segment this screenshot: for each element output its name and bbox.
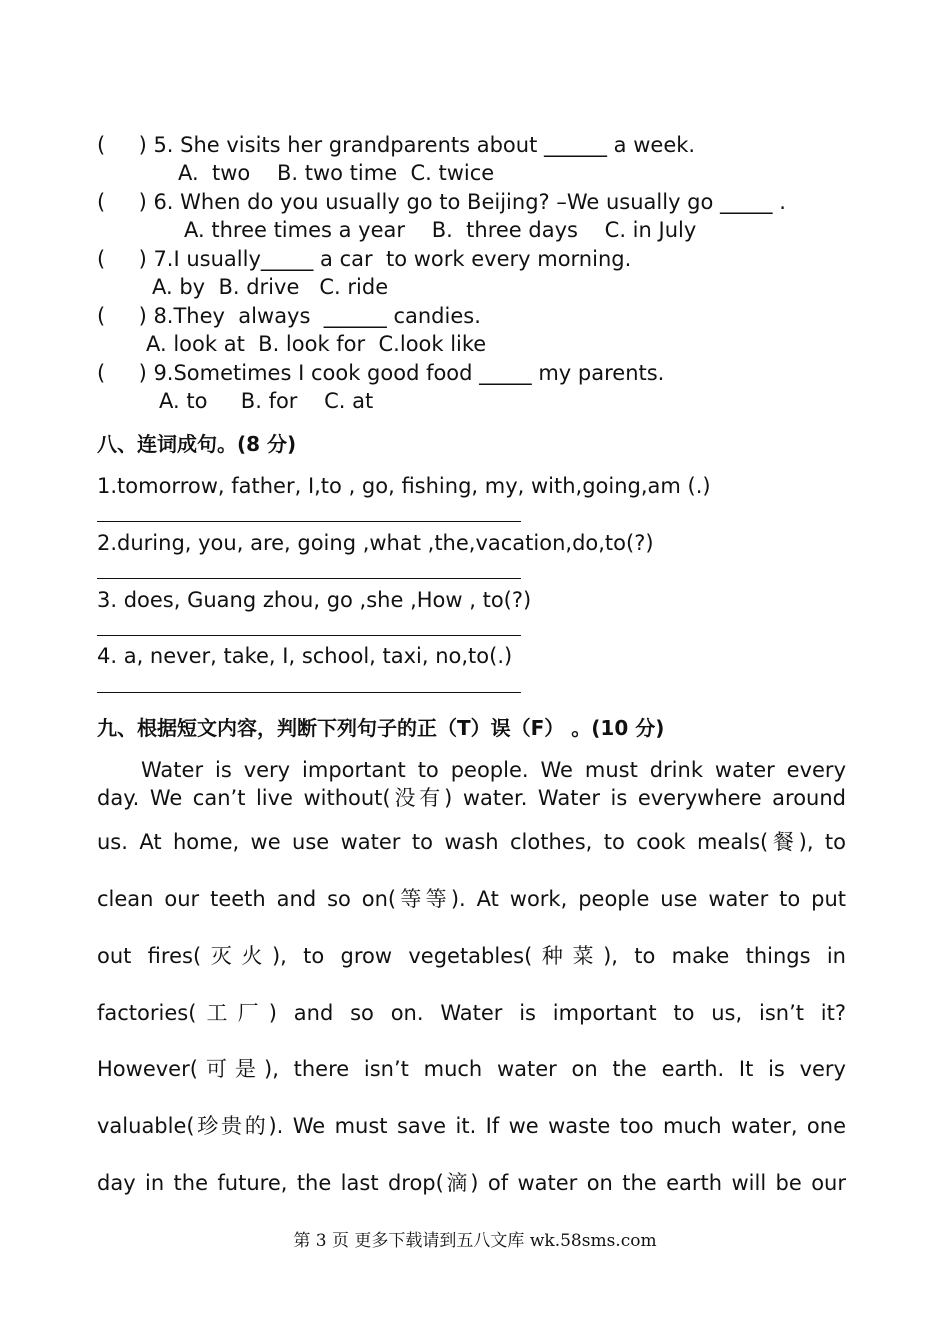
sentence-item-1: 1.tomorrow, father, I,to , go, fishing, my, with,going,am (.): [97, 474, 711, 498]
page-footer: 第 3 页 更多下载请到五八文库 wk.58sms.com: [293, 1231, 657, 1251]
question-7-stem: ( ) 7.I usually_____ a car to work every morning.: [97, 247, 632, 271]
sentence-item-4: 4. a, never, take, I, school, taxi, no,to(.): [97, 644, 513, 668]
answer-line-3[interactable]: [97, 635, 521, 636]
passage-line-1: Water is very important to people. We must drink water every: [141, 758, 846, 782]
question-7-options: A. by B. drive C. ride: [152, 275, 389, 299]
passage-line-5: out fires(灭火), to grow vegetables(种菜), to make things in: [97, 944, 846, 968]
question-9-options: A. to B. for C. at: [159, 389, 374, 413]
answer-line-4[interactable]: [97, 692, 521, 693]
question-9-stem: ( ) 9.Sometimes I cook good food _____ my parents.: [97, 361, 665, 385]
sentence-item-3: 3. does, Guang zhou, go ,she ,How , to(?): [97, 588, 532, 612]
question-6-stem: ( ) 6. When do you usually go to Beijing? –We usually go _____ .: [97, 190, 786, 214]
question-6-options: A. three times a year B. three days C. in July: [184, 218, 697, 242]
question-5-stem: ( ) 5. She visits her grandparents about ______ a week.: [97, 133, 696, 157]
sentence-item-2: 2.during, you, are, going ,what ,the,vacation,do,to(?): [97, 531, 654, 555]
passage-line-2: day. We can’t live without(没有) water. Water is everywhere around: [97, 786, 846, 810]
passage-line-3: us. At home, we use water to wash clothes, to cook meals(餐), to: [97, 830, 846, 854]
passage-line-4: clean our teeth and so on(等等). At work, people use water to put: [97, 887, 846, 911]
passage-line-7: However(可是), there isn’t much water on the earth. It is very: [97, 1057, 846, 1081]
section-8-heading: 八、连词成句。(8 分): [97, 432, 297, 456]
question-8-options: A. look at B. look for C.look like: [146, 332, 487, 356]
answer-line-1[interactable]: [97, 521, 521, 522]
question-5-options: A. two B. two time C. twice: [178, 161, 495, 185]
passage-line-6: factories(工厂) and so on. Water is important to us, isn’t it?: [97, 1001, 846, 1025]
answer-line-2[interactable]: [97, 578, 521, 579]
passage-line-8: valuable(珍贵的). We must save it. If we waste too much water, one: [97, 1114, 846, 1138]
question-8-stem: ( ) 8.They always ______ candies.: [97, 304, 481, 328]
passage-line-9: day in the future, the last drop(滴) of water on the earth will be our: [97, 1171, 846, 1195]
section-9-heading: 九、根据短文内容，判断下列句子的正（T）误（F） 。(10 分): [97, 716, 665, 740]
